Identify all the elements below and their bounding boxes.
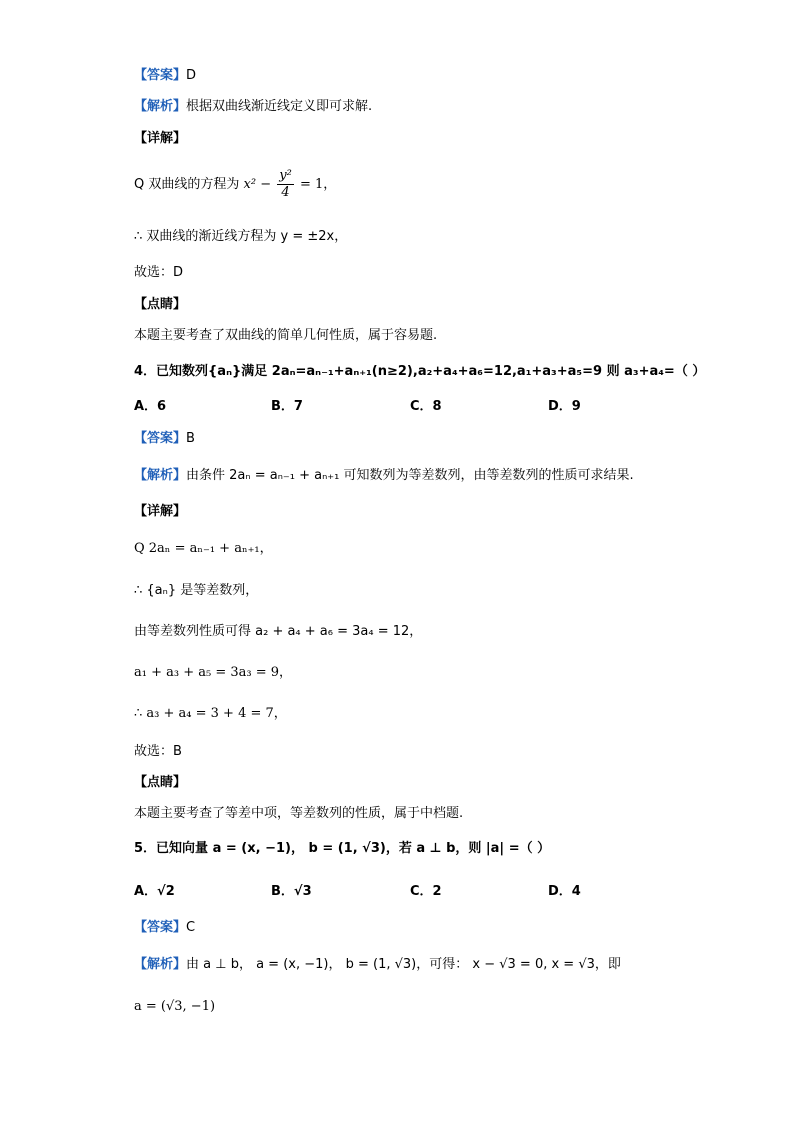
q3-detail-tag xyxy=(134,130,186,148)
analysis-tag: 【解析】 xyxy=(134,99,187,114)
comment-tag: 【点睛】 xyxy=(134,775,187,790)
q4-comment: 本题主要考查了等差中项，等差数列的性质，属于中档题. xyxy=(134,806,464,821)
q4-stem: 4．已知数列{aₙ}满足 2aₙ=aₙ₋₁+aₙ₊₁(n≥2),a₂+a₄+a₆=12,a₁+a₃+a₅=9 则 a₃+a₄=（ ） xyxy=(134,364,706,379)
q3-answer-line xyxy=(134,67,196,85)
answer-tag: 【答案】 xyxy=(134,68,187,83)
analysis-text: 由 a ⊥ b， a = (x, −1)， b = (1, √3)，可得： x − √3 = 0, x = √3，即 xyxy=(186,957,621,972)
step-text: Q 双曲线的方程为 xyxy=(134,177,240,192)
q3-step1 xyxy=(134,168,336,202)
analysis-text: 根据双曲线渐近线定义即可求解. xyxy=(186,99,373,114)
answer-value: D xyxy=(186,68,197,83)
analysis-tag: 【解析】 xyxy=(134,957,187,972)
q4-options xyxy=(134,398,654,416)
option-a: A．6 xyxy=(134,399,167,414)
math-lead: x² − xyxy=(243,177,272,192)
q3-choice: 故选：D xyxy=(134,265,184,280)
detail-tag: 【详解】 xyxy=(134,131,187,146)
q5-analysis-cont: a = (√3, −1) xyxy=(134,999,216,1014)
answer-value: C xyxy=(186,920,196,935)
option-b: B．√3 xyxy=(271,884,312,899)
analysis-text: 由条件 2aₙ = aₙ₋₁ + aₙ₊₁ 可知数列为等差数列，由等差数列的性质可求结果. xyxy=(186,468,634,483)
q4-analysis-line xyxy=(134,467,634,485)
q3-analysis-line xyxy=(134,98,372,116)
option-c: C．8 xyxy=(410,399,442,414)
option-c: C．2 xyxy=(410,884,442,899)
q5-options xyxy=(134,883,654,901)
q4-step1: Q 2aₙ = aₙ₋₁ + aₙ₊₁， xyxy=(134,541,273,556)
answer-value: B xyxy=(186,431,195,446)
q4-detail-tag xyxy=(134,503,186,521)
fraction-numerator: y² xyxy=(279,168,292,183)
q4-comment-tag xyxy=(134,774,186,792)
option-d: D．9 xyxy=(548,399,581,414)
detail-tag: 【详解】 xyxy=(134,504,187,519)
q5-analysis-line xyxy=(134,956,621,974)
q4-step3: 由等差数列性质可得 a₂ + a₄ + a₆ = 3a₄ = 12， xyxy=(134,624,423,639)
analysis-tag: 【解析】 xyxy=(134,468,187,483)
math-tail: = 1， xyxy=(299,177,337,192)
comment-tag: 【点睛】 xyxy=(134,297,187,312)
q3-step2: ∴ 双曲线的渐近线方程为 y = ±2x， xyxy=(134,229,348,244)
q4-choice: 故选：B xyxy=(134,744,182,759)
answer-tag: 【答案】 xyxy=(134,920,187,935)
fraction xyxy=(277,168,294,201)
q3-comment-tag xyxy=(134,296,186,314)
option-a: A．√2 xyxy=(134,884,175,899)
q4-step2: ∴ {aₙ} 是等差数列， xyxy=(134,583,259,598)
answer-tag: 【答案】 xyxy=(134,431,187,446)
option-d: D．4 xyxy=(548,884,581,899)
q3-comment: 本题主要考查了双曲线的简单几何性质，属于容易题. xyxy=(134,328,438,343)
q4-step5: ∴ a₃ + a₄ = 3 + 4 = 7， xyxy=(134,706,287,721)
option-b: B．7 xyxy=(271,399,303,414)
q4-step4: a₁ + a₃ + a₅ = 3a₃ = 9， xyxy=(134,665,293,680)
fraction-denominator: 4 xyxy=(281,185,290,200)
q5-stem: 5．已知向量 a = (x, −1)， b = (1, √3)，若 a ⊥ b，则 |a| =（ ） xyxy=(134,841,551,856)
q4-answer-line xyxy=(134,430,195,448)
q5-answer-line xyxy=(134,919,195,937)
